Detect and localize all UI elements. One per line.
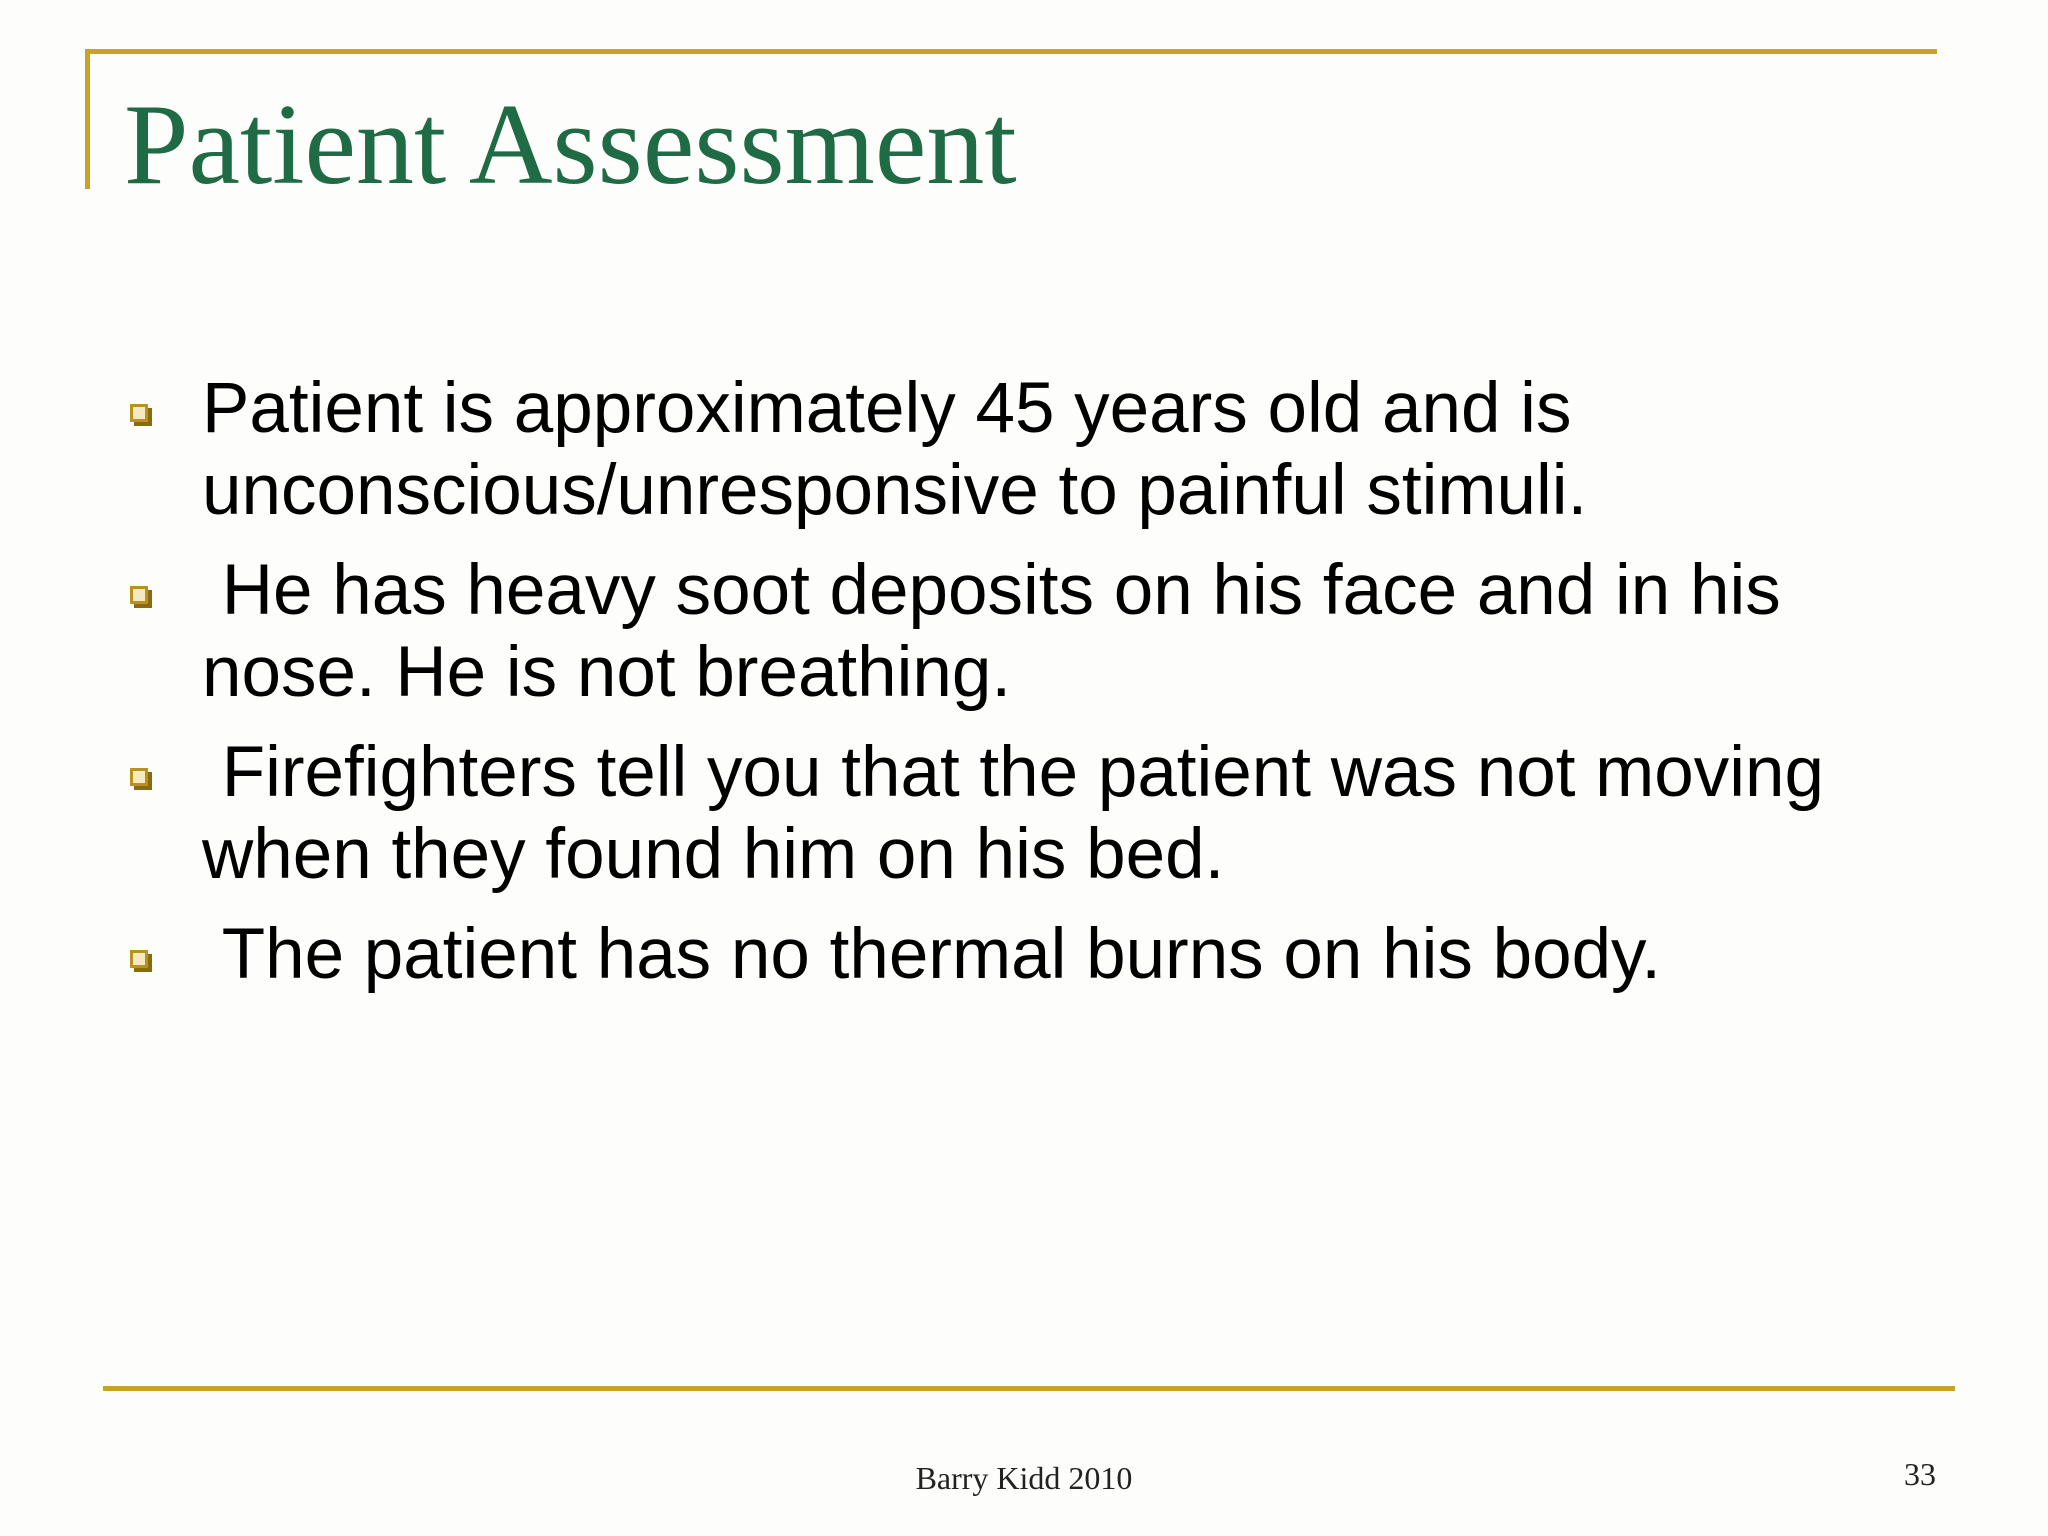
bullet-item (124, 368, 1964, 532)
bullet-item (124, 732, 1964, 896)
bullet-text: He has heavy soot deposits on his face and in his nose. He is not breathing. (202, 551, 1801, 712)
bullet-text: The patient has no thermal burns on his body. (202, 915, 1662, 994)
bullet-text: Firefighters tell you that the patient was not moving when they found him on his bed. (202, 733, 1844, 894)
slide-title: Patient Assessment (124, 81, 1017, 209)
square-bullet-icon (130, 950, 148, 968)
title-border-top (85, 49, 1937, 54)
bullet-item (124, 550, 1964, 714)
square-bullet-icon (130, 768, 148, 786)
bullet-list (124, 368, 1964, 1014)
bullet-item (124, 914, 1964, 996)
bullet-text: Patient is approximately 45 years old and is unconscious/unresponsive to painful stimuli. (202, 369, 1588, 530)
slide-number: 33 (1904, 1456, 1936, 1492)
title-border-left (85, 49, 90, 189)
footer-author: Barry Kidd 2010 (915, 1460, 1133, 1496)
square-bullet-icon (130, 404, 148, 422)
square-bullet-icon (130, 586, 148, 604)
footer-divider (103, 1386, 1955, 1391)
